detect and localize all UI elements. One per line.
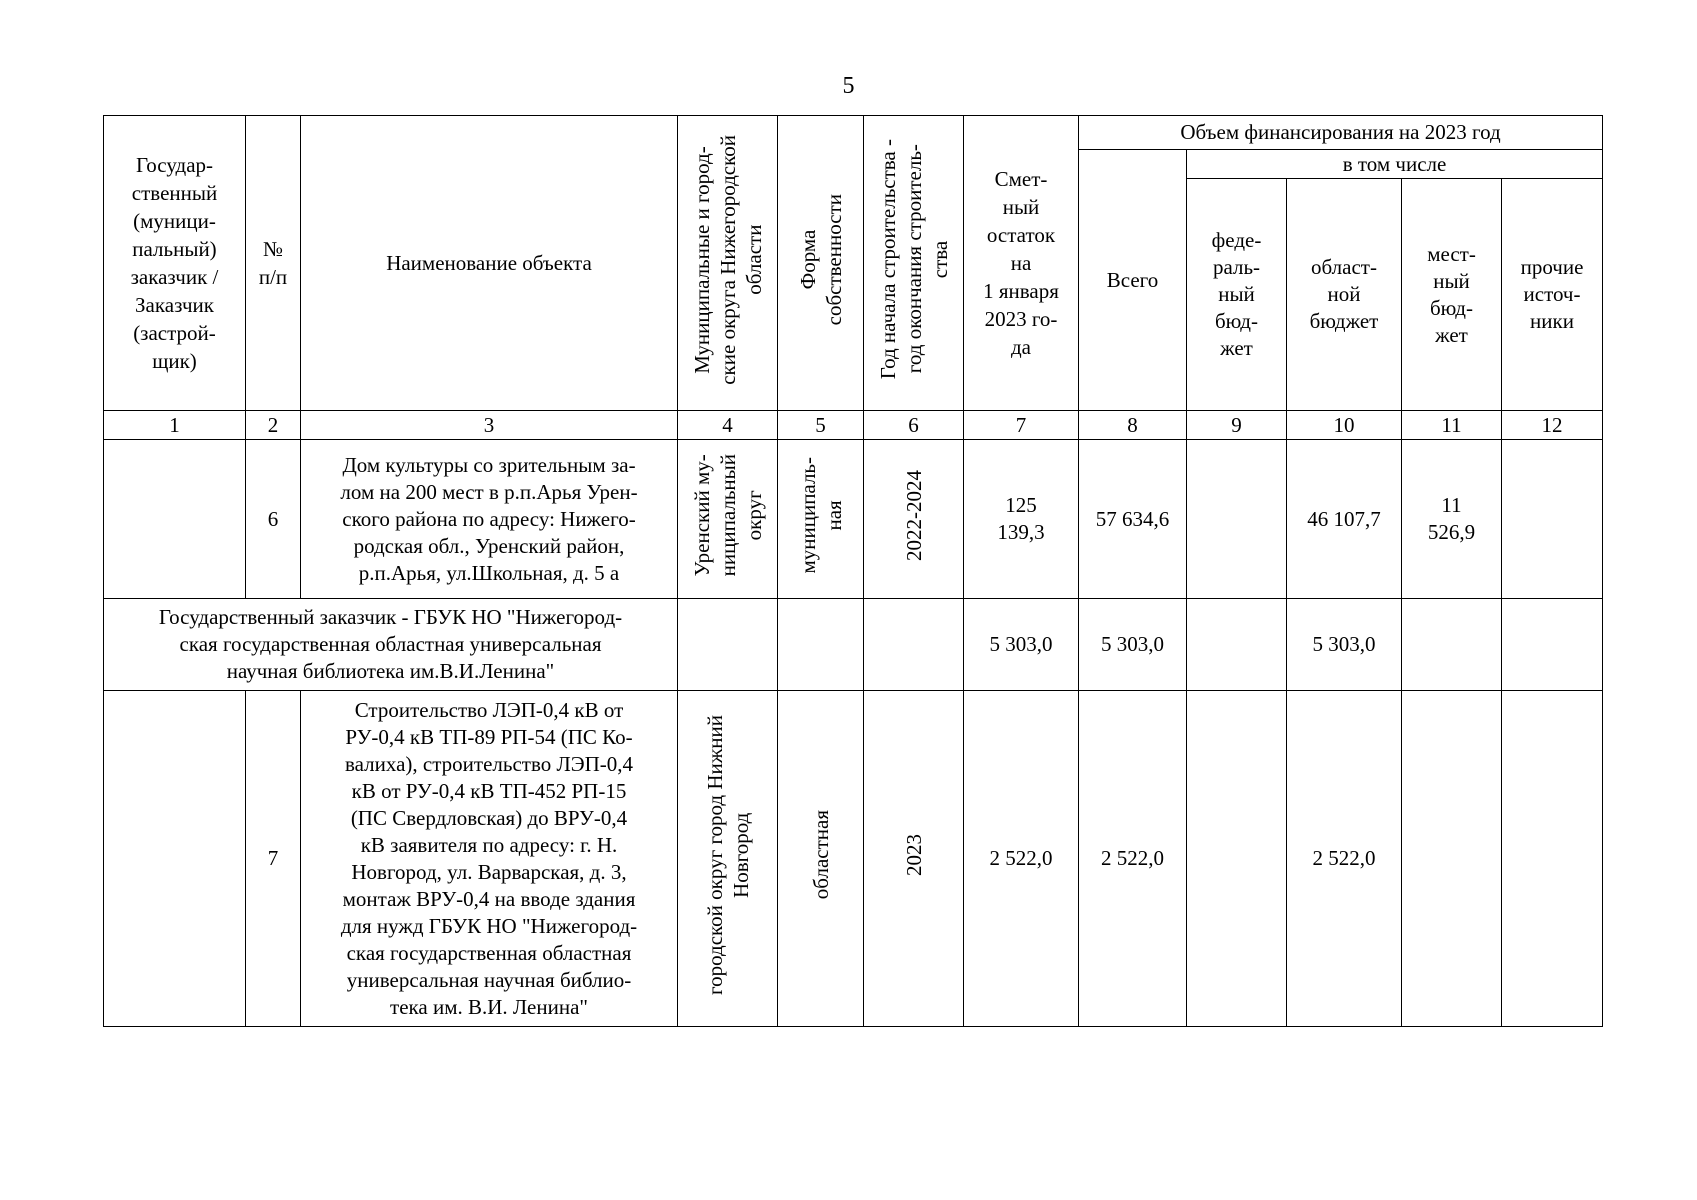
row6-customer: [104, 440, 246, 599]
row7-ownership: [778, 691, 864, 1027]
header-ownership: [778, 116, 864, 411]
row6-total: 57 634,6: [1079, 440, 1187, 599]
group-customer-name: Государственный заказчик - ГБУК НО "Нижегород- ская государственная областная универсальная научная библиотека им.В.И.Ленина": [104, 599, 678, 691]
group-federal: [1187, 599, 1287, 691]
group-estimate: 5 303,0: [964, 599, 1079, 691]
column-number: 10: [1287, 411, 1402, 440]
row7-customer: [104, 691, 246, 1027]
construction-financing-table: [103, 115, 1603, 1027]
column-number: 6: [864, 411, 964, 440]
column-number: 4: [678, 411, 778, 440]
page-number: 5: [842, 73, 855, 99]
group-regional: 5 303,0: [1287, 599, 1402, 691]
header-years-text: Год начала строительства - год окончания строитель- ства: [875, 139, 952, 380]
header-estimate: Смет- ный остаток на 1 января 2023 го- да: [964, 116, 1079, 411]
row6-ownership: [778, 440, 864, 599]
column-number: 9: [1187, 411, 1287, 440]
header-including: в том числе: [1187, 150, 1603, 179]
row7-local: [1402, 691, 1502, 1027]
row6-num: 6: [246, 440, 301, 599]
row6-other: [1502, 440, 1603, 599]
column-number: 12: [1502, 411, 1603, 440]
header-years: [864, 116, 964, 411]
row6-municipality: [678, 440, 778, 599]
group-total: 5 303,0: [1079, 599, 1187, 691]
row7-total: 2 522,0: [1079, 691, 1187, 1027]
row6-federal: [1187, 440, 1287, 599]
header-municipality-text: Муниципальные и город- ские округа Нижегородской области: [689, 134, 766, 385]
table-row-7: [104, 691, 1603, 1027]
header-total: Всего: [1079, 150, 1187, 411]
row6-municipality-text: Уренский му- ниципальный округ: [689, 454, 766, 577]
row7-regional: 2 522,0: [1287, 691, 1402, 1027]
header-financing: Объем финансирования на 2023 год: [1079, 116, 1603, 150]
column-number: 7: [964, 411, 1079, 440]
group-local: [1402, 599, 1502, 691]
group-other: [1502, 599, 1603, 691]
row6-local: 11 526,9: [1402, 440, 1502, 599]
column-number: 2: [246, 411, 301, 440]
table-row-6: [104, 440, 1603, 599]
row7-federal: [1187, 691, 1287, 1027]
group-municipality: [678, 599, 778, 691]
row7-num: 7: [246, 691, 301, 1027]
header-federal: феде- раль- ный бюд- жет: [1187, 179, 1287, 411]
row7-other: [1502, 691, 1603, 1027]
group-years: [864, 599, 964, 691]
header-ownership-text: Форма собственности: [795, 193, 846, 326]
header-num: № п/п: [246, 116, 301, 411]
column-number: 11: [1402, 411, 1502, 440]
row6-object-name: Дом культуры со зрительным за- лом на 200 мест в р.п.Арья Урен- ского района по адресу: Нижего- родская обл., Уренский район, р.п.Арья, ул.Школьная, д. 5 а: [301, 440, 678, 599]
group-customer-row: [104, 599, 1603, 691]
header-object-name: Наименование объекта: [301, 116, 678, 411]
row7-estimate: 2 522,0: [964, 691, 1079, 1027]
row7-years-text: 2023: [901, 834, 926, 876]
column-number: 5: [778, 411, 864, 440]
header-row-1: [104, 116, 1603, 150]
row6-estimate: 125 139,3: [964, 440, 1079, 599]
header-other: прочие источ- ники: [1502, 179, 1603, 411]
row6-years: [864, 440, 964, 599]
row7-municipality: [678, 691, 778, 1027]
header-local: мест- ный бюд- жет: [1402, 179, 1502, 411]
group-ownership: [778, 599, 864, 691]
column-number: 3: [301, 411, 678, 440]
header-customer: Государ- ственный (муници- пальный) заказчик / Заказчик (застрой- щик): [104, 116, 246, 411]
row6-regional: 46 107,7: [1287, 440, 1402, 599]
header-municipality: [678, 116, 778, 411]
row6-years-text: 2022-2024: [901, 470, 926, 561]
column-number: 1: [104, 411, 246, 440]
row6-ownership-text: муниципаль- ная: [795, 457, 846, 574]
row7-ownership-text: областная: [808, 810, 833, 900]
column-numbers-row: [104, 411, 1603, 440]
row7-municipality-text: городской округ город Нижний Новгород: [702, 715, 753, 995]
column-number: 8: [1079, 411, 1187, 440]
row7-years: [864, 691, 964, 1027]
header-regional: област- ной бюджет: [1287, 179, 1402, 411]
row7-object-name: Строительство ЛЭП-0,4 кВ от РУ-0,4 кВ ТП-89 РП-54 (ПС Ко- валиха), строительство ЛЭП-0,4 кВ от РУ-0,4 кВ ТП-452 РП-15 (ПС Свердловская) до ВРУ-0,4 кВ заявителя по адресу: г. Н. Новгород, ул. Варварская, д. 3, монтаж ВРУ-0,4 на вводе здания для нужд ГБУК НО "Нижегород- ская государственная областная универсальная научная библио- тека им. В.И. Ленина": [301, 691, 678, 1027]
